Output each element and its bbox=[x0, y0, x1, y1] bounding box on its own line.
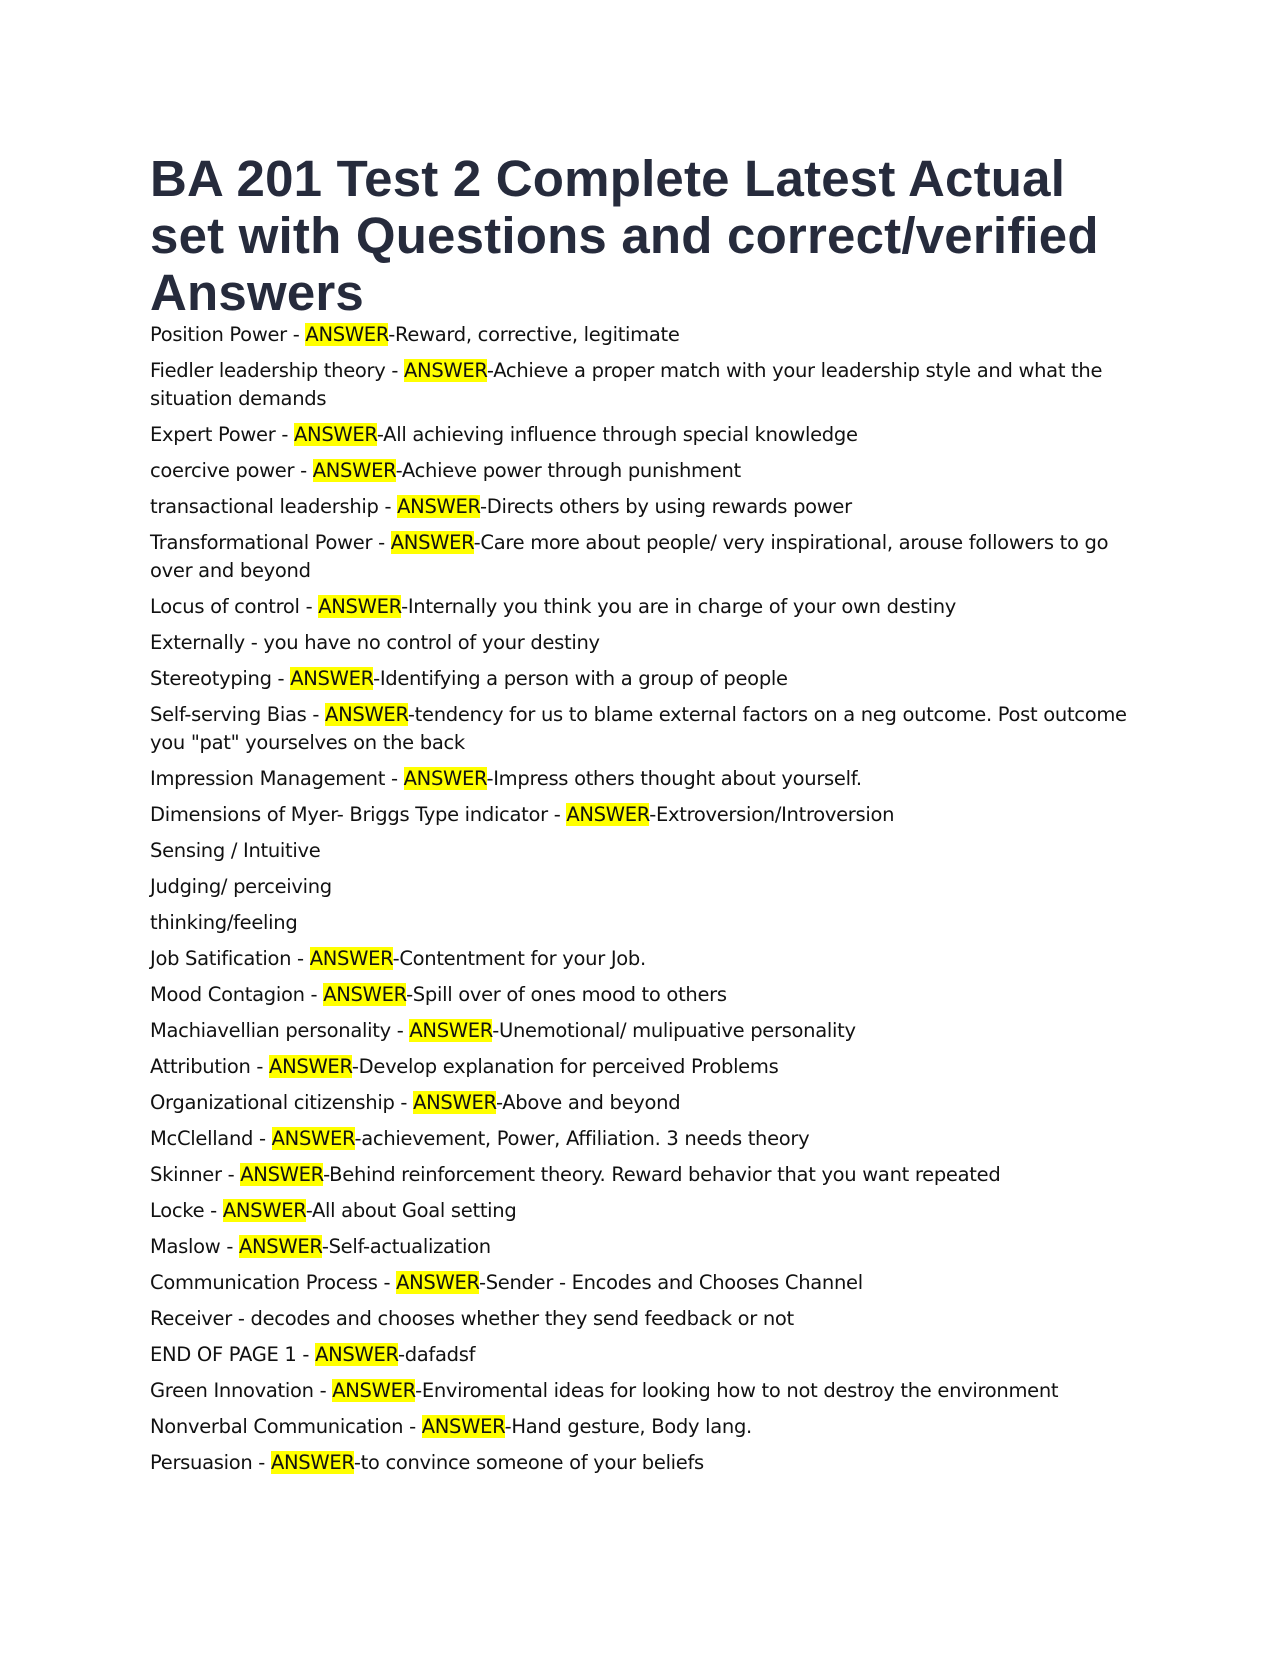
list-item bbox=[150, 873, 1130, 901]
answer-highlight: ANSWER bbox=[222, 1199, 306, 1222]
list-item bbox=[150, 1233, 1130, 1261]
entry-answer: -Sender - Encodes and Chooses Channel bbox=[478, 1271, 863, 1294]
entry-term: Externally - you have no control of your destiny bbox=[150, 631, 600, 654]
list-item bbox=[150, 945, 1130, 973]
entry-answer: -Contentment for your Job. bbox=[392, 947, 646, 970]
answer-highlight: ANSWER bbox=[404, 359, 487, 382]
entry-term: Attribution - bbox=[150, 1055, 270, 1078]
entry-answer: -All about Goal setting bbox=[305, 1199, 517, 1222]
answer-highlight: ANSWER bbox=[413, 1091, 496, 1114]
entry-term: Organizational citizenship - bbox=[150, 1091, 414, 1114]
entry-answer: -dafadsf bbox=[397, 1343, 476, 1366]
list-item bbox=[150, 1197, 1130, 1225]
list-item bbox=[150, 665, 1130, 693]
entry-term: Sensing / Intuitive bbox=[150, 839, 321, 862]
entry-term: Locke - bbox=[150, 1199, 223, 1222]
answer-highlight: ANSWER bbox=[325, 703, 408, 726]
entry-answer: -Develop explanation for perceived Problems bbox=[351, 1055, 779, 1078]
answer-highlight: ANSWER bbox=[270, 1451, 354, 1474]
list-item bbox=[150, 593, 1130, 621]
list-item bbox=[150, 529, 1130, 585]
list-item bbox=[150, 1089, 1130, 1117]
entry-answer: -Identifying a person with a group of people bbox=[373, 667, 788, 690]
entry-term: thinking/feeling bbox=[150, 911, 298, 934]
entry-answer: -Extroversion/Introversion bbox=[649, 803, 895, 826]
entry-answer: -Directs others by using rewards power bbox=[480, 495, 852, 518]
answer-highlight: ANSWER bbox=[269, 1055, 352, 1078]
entry-term: Stereotyping - bbox=[150, 667, 291, 690]
entry-term: Maslow - bbox=[150, 1235, 239, 1258]
list-item bbox=[150, 321, 1130, 349]
entry-term: Machiavellian personality - bbox=[150, 1019, 410, 1042]
entry-answer: -to convince someone of your beliefs bbox=[353, 1451, 704, 1474]
entry-answer: -Above and beyond bbox=[495, 1091, 681, 1114]
list-item bbox=[150, 1269, 1130, 1297]
entry-term: Expert Power - bbox=[150, 423, 294, 446]
list-item bbox=[150, 357, 1130, 413]
entry-answer: -Achieve a proper match with your leadership style and what the situation demands bbox=[150, 359, 1103, 410]
entry-answer: -Hand gesture, Body lang. bbox=[504, 1415, 752, 1438]
answer-highlight: ANSWER bbox=[323, 983, 407, 1006]
entry-term: Persuasion - bbox=[150, 1451, 271, 1474]
answer-highlight: ANSWER bbox=[312, 459, 396, 482]
answer-highlight: ANSWER bbox=[271, 1127, 355, 1150]
entry-answer: -tendency for us to blame external factors on a neg outcome. Post outcome you "pat" yourselves on the back bbox=[150, 703, 1127, 754]
entry-term: Mood Contagion - bbox=[150, 983, 324, 1006]
entry-term: Transformational Power - bbox=[150, 531, 391, 554]
answer-highlight: ANSWER bbox=[390, 531, 474, 554]
list-item bbox=[150, 1017, 1130, 1045]
entry-term: Green Innovation - bbox=[150, 1379, 333, 1402]
entry-answer: -achievement, Power, Affiliation. 3 needs theory bbox=[354, 1127, 810, 1150]
entry-term: Job Satification - bbox=[150, 947, 310, 970]
entry-term: Locus of control - bbox=[150, 595, 319, 618]
list-item bbox=[150, 1413, 1130, 1441]
entry-answer: -Internally you think you are in charge of your own destiny bbox=[401, 595, 957, 618]
list-item bbox=[150, 457, 1130, 485]
list-item bbox=[150, 1125, 1130, 1153]
list-item bbox=[150, 909, 1130, 937]
entry-answer: -Achieve power through punishment bbox=[395, 459, 741, 482]
answer-highlight: ANSWER bbox=[403, 767, 487, 790]
entry-term: Judging/ perceiving bbox=[150, 875, 332, 898]
entry-list bbox=[150, 321, 1130, 1477]
list-item bbox=[150, 629, 1130, 657]
entry-answer: -Behind reinforcement theory. Reward behavior that you want repeated bbox=[323, 1163, 1001, 1186]
answer-highlight: ANSWER bbox=[240, 1163, 324, 1186]
list-item bbox=[150, 1377, 1130, 1405]
list-item bbox=[150, 1161, 1130, 1189]
entry-term: Communication Process - bbox=[150, 1271, 397, 1294]
entry-term: END OF PAGE 1 - bbox=[150, 1343, 316, 1366]
entry-answer: -Impress others thought about yourself. bbox=[486, 767, 862, 790]
answer-highlight: ANSWER bbox=[309, 947, 393, 970]
list-item bbox=[150, 421, 1130, 449]
entry-answer: -Enviromental ideas for looking how to not destroy the environment bbox=[415, 1379, 1059, 1402]
answer-highlight: ANSWER bbox=[397, 495, 480, 518]
entry-term: transactional leadership - bbox=[150, 495, 398, 518]
entry-answer: -Unemotional/ mulipuative personality bbox=[492, 1019, 856, 1042]
answer-highlight: ANSWER bbox=[238, 1235, 322, 1258]
list-item bbox=[150, 701, 1130, 757]
list-item bbox=[150, 1305, 1130, 1333]
list-item bbox=[150, 1449, 1130, 1477]
entry-answer: -Care more about people/ very inspirational, arouse followers to go over and beyond bbox=[150, 531, 1109, 582]
list-item bbox=[150, 1053, 1130, 1081]
entry-term: Dimensions of Myer- Briggs Type indicator - bbox=[150, 803, 567, 826]
list-item bbox=[150, 493, 1130, 521]
entry-term: coercive power - bbox=[150, 459, 313, 482]
entry-term: Self-serving Bias - bbox=[150, 703, 326, 726]
answer-highlight: ANSWER bbox=[332, 1379, 416, 1402]
list-item bbox=[150, 981, 1130, 1009]
answer-highlight: ANSWER bbox=[318, 595, 402, 618]
answer-highlight: ANSWER bbox=[566, 803, 650, 826]
answer-highlight: ANSWER bbox=[290, 667, 374, 690]
answer-highlight: ANSWER bbox=[305, 323, 389, 346]
entry-term: Receiver - decodes and chooses whether they send feedback or not bbox=[150, 1307, 794, 1330]
entry-answer: -Reward, corrective, legitimate bbox=[388, 323, 680, 346]
answer-highlight: ANSWER bbox=[294, 423, 377, 446]
answer-highlight: ANSWER bbox=[421, 1415, 505, 1438]
answer-highlight: ANSWER bbox=[315, 1343, 398, 1366]
entry-term: Impression Management - bbox=[150, 767, 404, 790]
document-title: BA 201 Test 2 Complete Latest Actual set with Questions and correct/verified Answers bbox=[150, 150, 1099, 321]
list-item bbox=[150, 837, 1130, 865]
entry-answer: -Self-actualization bbox=[321, 1235, 491, 1258]
list-item bbox=[150, 801, 1130, 829]
entry-answer: -Spill over of ones mood to others bbox=[406, 983, 727, 1006]
entry-term: Fiedler leadership theory - bbox=[150, 359, 405, 382]
list-item bbox=[150, 1341, 1130, 1369]
entry-answer: -All achieving influence through special knowledge bbox=[376, 423, 858, 446]
answer-highlight: ANSWER bbox=[396, 1271, 479, 1294]
entry-term: Nonverbal Communication - bbox=[150, 1415, 422, 1438]
entry-term: Skinner - bbox=[150, 1163, 241, 1186]
list-item bbox=[150, 765, 1130, 793]
entry-term: McClelland - bbox=[150, 1127, 272, 1150]
answer-highlight: ANSWER bbox=[409, 1019, 493, 1042]
entry-term: Position Power - bbox=[150, 323, 306, 346]
document-page bbox=[150, 150, 1130, 1485]
